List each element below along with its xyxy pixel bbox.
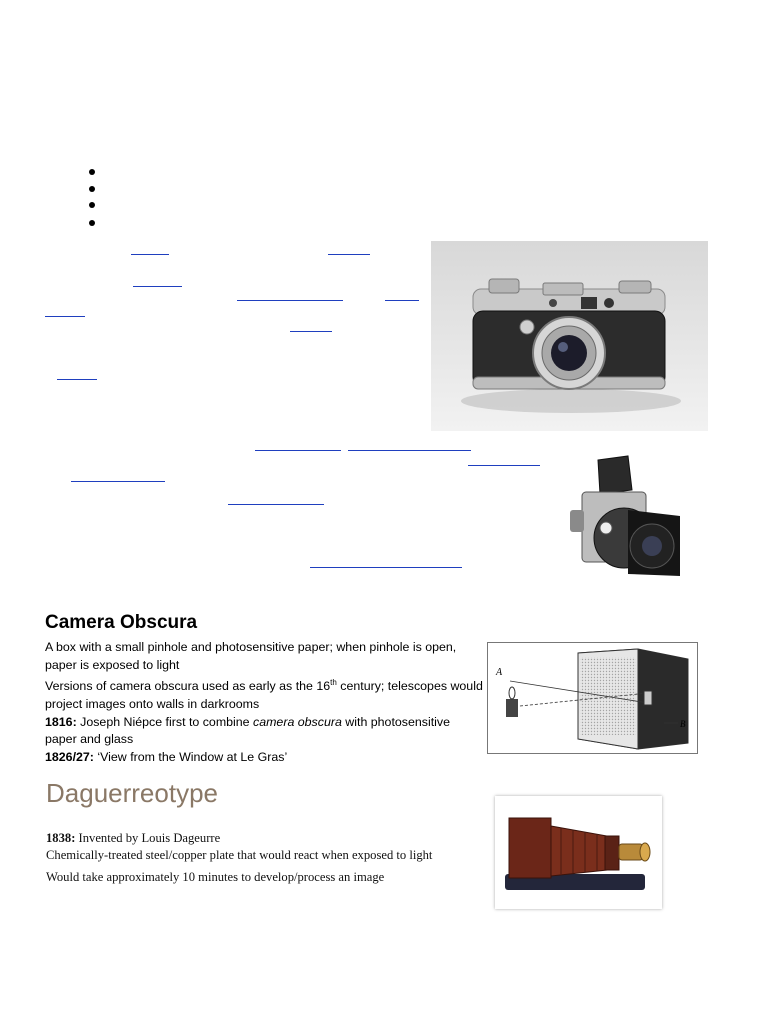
body-line: 1816: Joseph Niépce first to combine camera obscura with photosensitive paper and glass xyxy=(45,714,450,747)
list-bullet xyxy=(89,186,95,192)
camera-obscura-body xyxy=(45,639,485,766)
body-line: Would take approximately 10 minutes to develop/process an image xyxy=(46,870,385,884)
blank-link[interactable] xyxy=(133,286,182,287)
blank-link[interactable] xyxy=(310,567,462,568)
list-bullet xyxy=(89,220,95,226)
blank-link[interactable] xyxy=(228,504,324,505)
daguerreotype-heading: Daguerreotype xyxy=(46,778,218,808)
daguerreotype-camera-photo xyxy=(495,796,662,909)
body-line: Versions of camera obscura used as early as the 16th century; telescopes would project images onto walls in darkrooms xyxy=(45,678,483,711)
blank-link[interactable] xyxy=(45,316,85,317)
list-bullet xyxy=(89,202,95,208)
diagram-label-b: B xyxy=(680,719,686,729)
blank-link[interactable] xyxy=(468,465,540,466)
blank-link[interactable] xyxy=(328,254,370,255)
list-bullet xyxy=(89,169,95,175)
medium-format-camera-photo xyxy=(562,450,690,590)
blank-link[interactable] xyxy=(255,450,341,451)
body-line: A box with a small pinhole and photosensitive paper; when pinhole is open, paper is exposed to light xyxy=(45,640,457,672)
blank-link[interactable] xyxy=(237,300,343,301)
body-line: Chemically-treated steel/copper plate that would react when exposed to light xyxy=(46,848,433,862)
daguerreotype-body xyxy=(46,830,466,887)
blank-link[interactable] xyxy=(385,300,419,301)
camera-obscura-heading: Camera Obscura xyxy=(45,612,198,633)
rangefinder-camera-photo xyxy=(431,241,708,431)
diagram-label-a: A xyxy=(496,667,503,678)
camera-obscura-diagram xyxy=(487,642,698,754)
blank-link[interactable] xyxy=(57,379,97,380)
body-line: 1838: Invented by Louis Dageurre xyxy=(46,831,221,845)
blank-link[interactable] xyxy=(290,331,332,332)
blank-link[interactable] xyxy=(71,481,165,482)
blank-link[interactable] xyxy=(348,450,471,451)
blank-link[interactable] xyxy=(131,254,169,255)
body-line: 1826/27: ‘View from the Window at Le Gras’ xyxy=(45,749,288,764)
